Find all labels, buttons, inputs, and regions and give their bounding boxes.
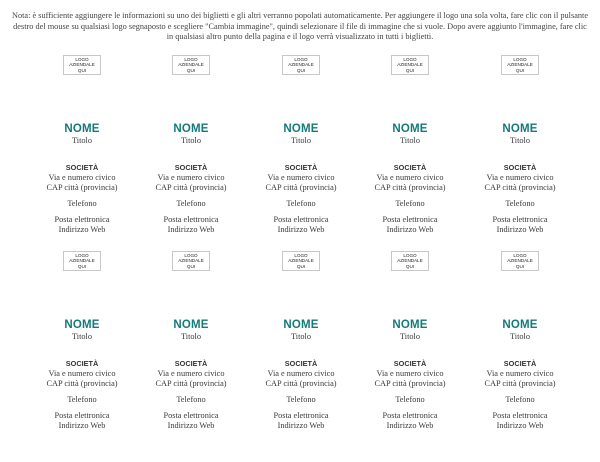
card-company[interactable]: SOCIETÀ: [393, 163, 427, 172]
card-web[interactable]: Indirizzo Web: [386, 225, 434, 235]
card-name[interactable]: NOME: [173, 319, 209, 331]
business-card: [27, 55, 137, 251]
card-name[interactable]: NOME: [64, 123, 100, 135]
card-title[interactable]: Titolo: [510, 332, 530, 341]
card-address: [246, 369, 356, 390]
card-address: [465, 173, 575, 194]
card-name[interactable]: NOME: [392, 123, 428, 135]
card-street[interactable]: Via e numero civico: [376, 369, 444, 378]
card-title[interactable]: Titolo: [291, 136, 311, 145]
card-title[interactable]: Titolo: [400, 332, 420, 341]
logo-placeholder[interactable]: [172, 251, 210, 271]
logo-placeholder[interactable]: [63, 55, 101, 75]
card-email[interactable]: Posta elettronica: [163, 215, 219, 224]
card-contact: [465, 215, 575, 236]
card-title[interactable]: Titolo: [400, 136, 420, 145]
logo-text-line2: QUI: [405, 263, 415, 269]
card-company[interactable]: SOCIETÀ: [174, 359, 208, 368]
card-email[interactable]: Posta elettronica: [54, 411, 110, 420]
card-web[interactable]: Indirizzo Web: [277, 225, 325, 235]
logo-placeholder[interactable]: [63, 251, 101, 271]
logo-text-line1: LOGO AZIENDALE: [69, 57, 95, 68]
business-card: [465, 55, 575, 251]
card-email[interactable]: Posta elettronica: [163, 411, 219, 420]
card-address: [27, 173, 137, 194]
card-phone[interactable]: Telefono: [395, 395, 425, 404]
card-name[interactable]: NOME: [283, 123, 319, 135]
card-web[interactable]: Indirizzo Web: [58, 421, 106, 431]
card-contact: [355, 411, 465, 432]
card-name[interactable]: NOME: [392, 319, 428, 331]
card-phone[interactable]: Telefono: [176, 199, 206, 208]
logo-text-line2: QUI: [77, 67, 87, 73]
logo-placeholder[interactable]: [391, 251, 429, 271]
logo-text-line1: LOGO AZIENDALE: [178, 57, 204, 68]
card-contact: [136, 215, 246, 236]
card-title[interactable]: Titolo: [72, 332, 92, 341]
card-company[interactable]: SOCIETÀ: [393, 359, 427, 368]
business-card: [136, 251, 246, 447]
card-web[interactable]: Indirizzo Web: [277, 421, 325, 431]
card-address: [136, 369, 246, 390]
card-title[interactable]: Titolo: [510, 136, 530, 145]
card-city[interactable]: CAP città (provincia): [265, 379, 337, 389]
logo-text-line2: QUI: [405, 67, 415, 73]
card-phone[interactable]: Telefono: [67, 199, 97, 208]
card-title[interactable]: Titolo: [291, 332, 311, 341]
card-address: [27, 369, 137, 390]
business-card: [27, 251, 137, 447]
card-email[interactable]: Posta elettronica: [54, 215, 110, 224]
logo-placeholder[interactable]: [172, 55, 210, 75]
card-street[interactable]: Via e numero civico: [267, 369, 335, 378]
card-web[interactable]: Indirizzo Web: [167, 421, 215, 431]
card-email[interactable]: Posta elettronica: [382, 215, 438, 224]
card-phone[interactable]: Telefono: [286, 199, 316, 208]
card-street[interactable]: Via e numero civico: [486, 173, 554, 182]
card-street[interactable]: Via e numero civico: [267, 173, 335, 182]
logo-text-line2: QUI: [296, 67, 306, 73]
card-city[interactable]: CAP città (provincia): [155, 379, 227, 389]
logo-text-line1: LOGO AZIENDALE: [507, 57, 533, 68]
business-card: [246, 251, 356, 447]
card-phone[interactable]: Telefono: [176, 395, 206, 404]
logo-text-line2: QUI: [186, 263, 196, 269]
card-company[interactable]: SOCIETÀ: [503, 163, 537, 172]
logo-text-line2: QUI: [77, 263, 87, 269]
card-company[interactable]: SOCIETÀ: [284, 359, 318, 368]
card-city[interactable]: CAP città (provincia): [46, 183, 118, 193]
card-street[interactable]: Via e numero civico: [486, 369, 554, 378]
business-card: [246, 55, 356, 251]
logo-text-line2: QUI: [515, 263, 525, 269]
card-contact: [27, 411, 137, 432]
logo-text-line1: LOGO AZIENDALE: [507, 253, 533, 264]
card-address: [246, 173, 356, 194]
card-city[interactable]: CAP città (provincia): [265, 183, 337, 193]
logo-text-line1: LOGO AZIENDALE: [397, 57, 423, 68]
card-title[interactable]: Titolo: [72, 136, 92, 145]
card-company[interactable]: SOCIETÀ: [174, 163, 208, 172]
card-contact: [246, 411, 356, 432]
card-city[interactable]: CAP città (provincia): [484, 183, 556, 193]
card-company[interactable]: SOCIETÀ: [65, 163, 99, 172]
card-city[interactable]: CAP città (provincia): [46, 379, 118, 389]
card-contact: [246, 215, 356, 236]
card-company[interactable]: SOCIETÀ: [65, 359, 99, 368]
card-email[interactable]: Posta elettronica: [492, 411, 548, 420]
card-contact: [355, 215, 465, 236]
card-contact: [136, 411, 246, 432]
card-phone[interactable]: Telefono: [505, 199, 535, 208]
logo-placeholder[interactable]: [282, 55, 320, 75]
card-address: [355, 173, 465, 194]
card-phone[interactable]: Telefono: [67, 395, 97, 404]
logo-text-line2: QUI: [186, 67, 196, 73]
card-name[interactable]: NOME: [502, 123, 538, 135]
logo-text-line1: LOGO AZIENDALE: [178, 253, 204, 264]
card-street[interactable]: Via e numero civico: [376, 173, 444, 182]
card-web[interactable]: Indirizzo Web: [167, 225, 215, 235]
card-address: [355, 369, 465, 390]
card-city[interactable]: CAP città (provincia): [484, 379, 556, 389]
card-phone[interactable]: Telefono: [505, 395, 535, 404]
logo-placeholder[interactable]: [501, 251, 539, 271]
logo-placeholder[interactable]: [282, 251, 320, 271]
logo-text-line1: LOGO AZIENDALE: [288, 253, 314, 264]
card-street[interactable]: Via e numero civico: [48, 369, 116, 378]
logo-placeholder[interactable]: [391, 55, 429, 75]
logo-placeholder[interactable]: [501, 55, 539, 75]
card-phone[interactable]: Telefono: [286, 395, 316, 404]
card-name[interactable]: NOME: [173, 123, 209, 135]
card-name[interactable]: NOME: [502, 319, 538, 331]
card-street[interactable]: Via e numero civico: [157, 369, 225, 378]
card-web[interactable]: Indirizzo Web: [58, 225, 106, 235]
logo-text-line1: LOGO AZIENDALE: [397, 253, 423, 264]
logo-text-line2: QUI: [296, 263, 306, 269]
card-web[interactable]: Indirizzo Web: [496, 225, 544, 235]
business-card: [355, 251, 465, 447]
card-street[interactable]: Via e numero civico: [48, 173, 116, 182]
card-email[interactable]: Posta elettronica: [492, 215, 548, 224]
card-email[interactable]: Posta elettronica: [382, 411, 438, 420]
business-card: [465, 251, 575, 447]
logo-text-line2: QUI: [515, 67, 525, 73]
card-contact: [27, 215, 137, 236]
card-web[interactable]: Indirizzo Web: [386, 421, 434, 431]
card-contact: [465, 411, 575, 432]
card-title[interactable]: Titolo: [181, 136, 201, 145]
card-email[interactable]: Posta elettronica: [273, 215, 329, 224]
card-name[interactable]: NOME: [283, 319, 319, 331]
card-city[interactable]: CAP città (provincia): [374, 183, 446, 193]
logo-text-line1: LOGO AZIENDALE: [69, 253, 95, 264]
card-company[interactable]: SOCIETÀ: [284, 163, 318, 172]
card-address: [136, 173, 246, 194]
card-address: [465, 369, 575, 390]
card-city[interactable]: CAP città (provincia): [155, 183, 227, 193]
logo-text-line1: LOGO AZIENDALE: [288, 57, 314, 68]
card-company[interactable]: SOCIETÀ: [503, 359, 537, 368]
card-title[interactable]: Titolo: [181, 332, 201, 341]
card-street[interactable]: Via e numero civico: [157, 173, 225, 182]
card-name[interactable]: NOME: [64, 319, 100, 331]
card-phone[interactable]: Telefono: [395, 199, 425, 208]
card-web[interactable]: Indirizzo Web: [496, 421, 544, 431]
card-city[interactable]: CAP città (provincia): [374, 379, 446, 389]
business-card: [136, 55, 246, 251]
business-card: [355, 55, 465, 251]
instructions-note: Nota: è sufficiente aggiungere le informazioni su uno dei biglietti e gli altri verranno popolati automaticamente. Per aggiungere il logo una sola volta, fare clic con il pulsante destro del mouse su qualsiasi logo segnaposto e scegliere "Cambia immagine", quindi selezionare il file di immagine che si vuole. Dopo avere aggiunto l'immagine, fare clic in qualsiasi altro punto della pagina e il logo verrà visualizzato in tutti i biglietti.: [11, 11, 589, 42]
card-email[interactable]: Posta elettronica: [273, 411, 329, 420]
